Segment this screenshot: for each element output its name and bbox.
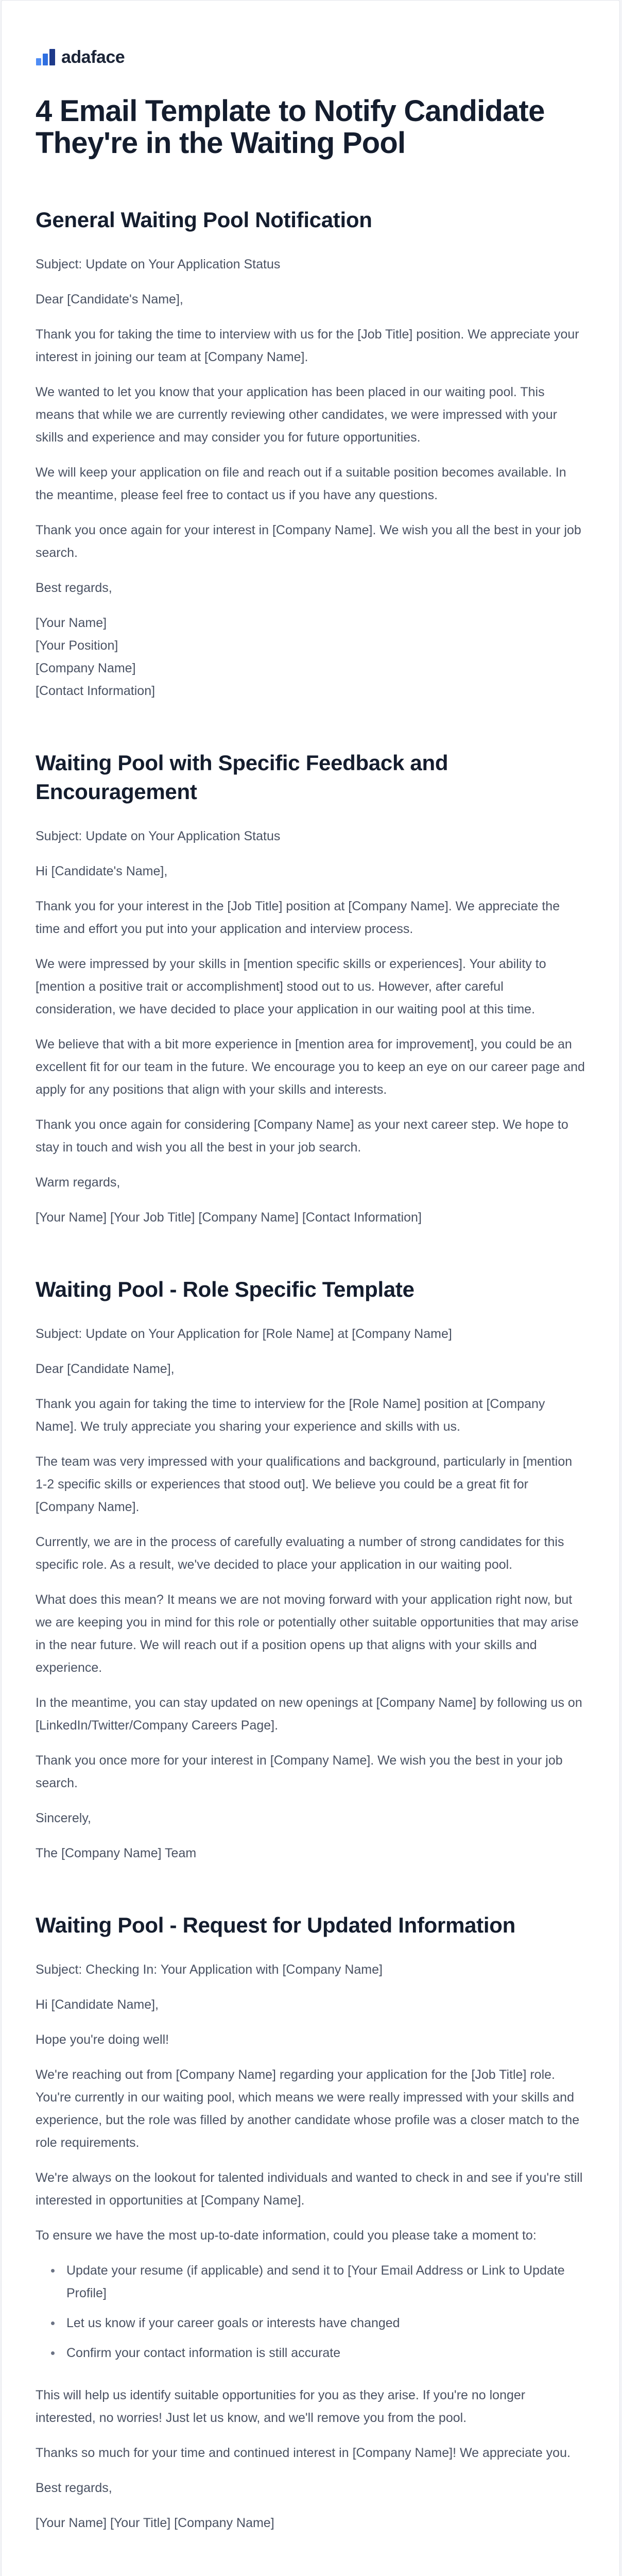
email-signoff: Best regards, — [36, 2481, 112, 2495]
document-content — [2, 47, 619, 2534]
section-heading: Waiting Pool - Request for Updated Information — [36, 1913, 515, 1937]
email-paragraph: Thank you for taking the time to interview with us for the [Job Title] position. We appreciate your interest in joining our team at [Company Name]. — [36, 327, 579, 364]
page-title: 4 Email Template to Notify Candidate They're in the Waiting Pool — [36, 94, 545, 160]
email-subject: Subject: Update on Your Application Status — [36, 829, 281, 843]
brand-logo[interactable] — [36, 47, 585, 67]
section-heading: General Waiting Pool Notification — [36, 208, 372, 232]
email-signoff: Sincerely, — [36, 1811, 91, 1825]
signature-line: [Your Name] — [36, 616, 107, 630]
email-greeting: Hi [Candidate Name], — [36, 1997, 159, 2012]
email-paragraph: Thank you for your interest in the [Job Title] position at [Company Name]. We appreciate the time and effort you put into your application and interview process. — [36, 899, 560, 936]
section-heading: Waiting Pool - Role Specific Template — [36, 1277, 414, 1301]
email-paragraph: The team was very impressed with your qualifications and background, particularly in [mention 1-2 specific skills or experiences that stood out]. We believe you could be a great fit for [Company Name]. — [36, 1454, 573, 1514]
email-paragraph: Thank you again for taking the time to interview for the [Role Name] position at [Company Name]. We truly appreciate you sharing your experience and skills with us. — [36, 1397, 545, 1434]
signature-line: [Company Name] — [36, 661, 136, 675]
template-section-feedback — [36, 749, 585, 1229]
email-greeting: Hi [Candidate's Name], — [36, 864, 168, 878]
email-paragraph: Thank you once again for your interest in [Company Name]. We wish you all the best in your job search. — [36, 523, 581, 560]
brand-name: adaface — [61, 47, 125, 67]
signature-line: [Your Position] — [36, 638, 118, 653]
list-item: Let us know if your career goals or interests have changed — [36, 2312, 585, 2334]
email-paragraph: What does this mean? It means we are not moving forward with your application right now, but we are keeping you in mind for this role or potentially other suitable opportunities that may arise in the near future. We will reach out if a position opens up that aligns with your skills and experience. — [36, 1592, 579, 1675]
template-section-general — [36, 206, 585, 702]
email-signoff: Best regards, — [36, 581, 112, 595]
document-card — [1, 0, 620, 2576]
email-paragraph: We believe that with a bit more experience in [mention area for improvement], you could be an excellent fit for our team in the future. We encourage you to keep an eye on our career page and apply for any positions that align with your skills and interests. — [36, 1037, 585, 1097]
email-paragraph: We're reaching out from [Company Name] regarding your application for the [Job Title] role. You're currently in our waiting pool, which means we were really impressed with your skills and experience, but the role was filled by another candidate whose profile was a closer match to the role requirements. — [36, 2067, 580, 2150]
signature-line: The [Company Name] Team — [36, 1846, 197, 1860]
template-section-updated-info — [36, 1911, 585, 2534]
section-heading: Waiting Pool with Specific Feedback and Encouragement — [36, 751, 448, 804]
action-list — [36, 2259, 585, 2364]
list-item: Update your resume (if applicable) and send it to [Your Email Address or Link to Update Profile] — [36, 2259, 585, 2304]
email-greeting: Dear [Candidate Name], — [36, 1362, 175, 1376]
email-paragraph: This will help us identify suitable opportunities for you as they arise. If you're no longer interested, no worries! Just let us know, and we'll remove you from the pool. — [36, 2388, 526, 2425]
template-section-role-specific — [36, 1275, 585, 1865]
email-paragraph: To ensure we have the most up-to-date information, could you please take a moment to: — [36, 2228, 537, 2243]
signature-line: [Your Name] [Your Title] [Company Name] — [36, 2516, 274, 2530]
email-subject: Subject: Checking In: Your Application with [Company Name] — [36, 1962, 383, 1977]
email-signoff: Warm regards, — [36, 1175, 120, 1190]
email-subject: Subject: Update on Your Application Status — [36, 257, 281, 272]
email-subject: Subject: Update on Your Application for [Role Name] at [Company Name] — [36, 1327, 452, 1341]
adaface-logo-icon — [36, 48, 56, 66]
email-paragraph: We're always on the lookout for talented individuals and wanted to check in and see if you're still interested in opportunities at [Company Name]. — [36, 2171, 583, 2208]
signature-line: [Your Name] [Your Job Title] [Company Name] [Contact Information] — [36, 1210, 422, 1225]
email-paragraph: We will keep your application on file and reach out if a suitable position becomes available. In the meantime, please feel free to contact us if you have any questions. — [36, 465, 566, 502]
list-item: Confirm your contact information is still accurate — [36, 2342, 585, 2364]
email-paragraph: Currently, we are in the process of carefully evaluating a number of strong candidates for this specific role. As a result, we've decided to place your application in our waiting pool. — [36, 1535, 564, 1572]
email-paragraph: Thanks so much for your time and continued interest in [Company Name]! We appreciate you. — [36, 2446, 571, 2460]
email-paragraph: Thank you once again for considering [Company Name] as your next career step. We hope to stay in touch and wish you all the best in your job search. — [36, 1117, 568, 1155]
email-paragraph: Thank you once more for your interest in [Company Name]. We wish you the best in your job search. — [36, 1753, 563, 1790]
signature-line: [Contact Information] — [36, 684, 156, 698]
email-greeting: Dear [Candidate's Name], — [36, 292, 183, 307]
email-paragraph: Hope you're doing well! — [36, 2032, 169, 2047]
email-paragraph: We wanted to let you know that your application has been placed in our waiting pool. This means that while we are currently reviewing other candidates, we were impressed with your skills and experience and may consider you for future opportunities. — [36, 385, 557, 445]
email-paragraph: We were impressed by your skills in [mention specific skills or experiences]. Your ability to [mention a positive trait or accomplishment] stood out to us. However, after careful consideration, we have decided to place your application in our waiting pool at this time. — [36, 957, 546, 1016]
email-paragraph: In the meantime, you can stay updated on new openings at [Company Name] by following us on [LinkedIn/Twitter/Company Careers Page]. — [36, 1696, 582, 1733]
